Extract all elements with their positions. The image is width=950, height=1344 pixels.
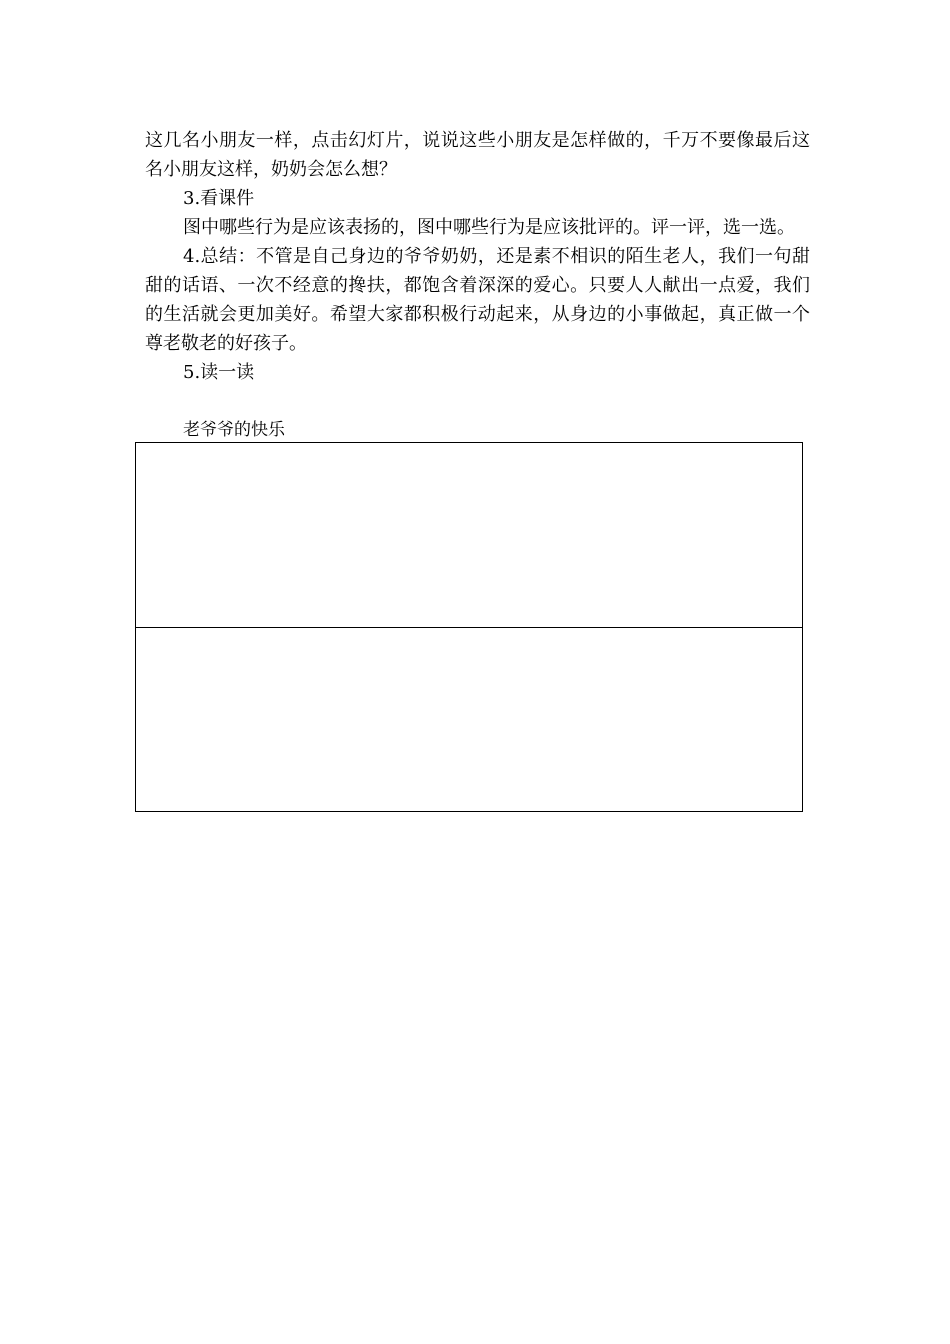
empty-table: [135, 442, 803, 812]
paragraph-continuation: 这几名小朋友一样，点击幻灯片，说说这些小朋友是怎样做的，千万不要像最后这名小朋友这样，奶奶会怎么想？: [145, 130, 810, 180]
section-heading-read: 5.读一读: [183, 362, 255, 383]
section-heading-courseware: 3.看课件: [183, 188, 255, 209]
paragraph-summary: 4.总结：不管是自己身边的爷爷奶奶，还是素不相识的陌生老人，我们一句甜甜的话语、一次不经意的搀扶，都饱含着深深的爱心。只要人人献出一点爱，我们的生活就会更加美好。希望大家都积极行动起来，从身边的小事做起，真正做一个尊老敬老的好孩子。: [145, 246, 810, 354]
body-text: [145, 126, 810, 387]
paragraph-evaluate: 图中哪些行为是应该表扬的，图中哪些行为是应该批评的。评一评，选一选。: [183, 217, 795, 238]
table-row: [136, 443, 802, 627]
story-title: 老爷爷的快乐: [183, 420, 285, 440]
table-row: [136, 627, 802, 812]
